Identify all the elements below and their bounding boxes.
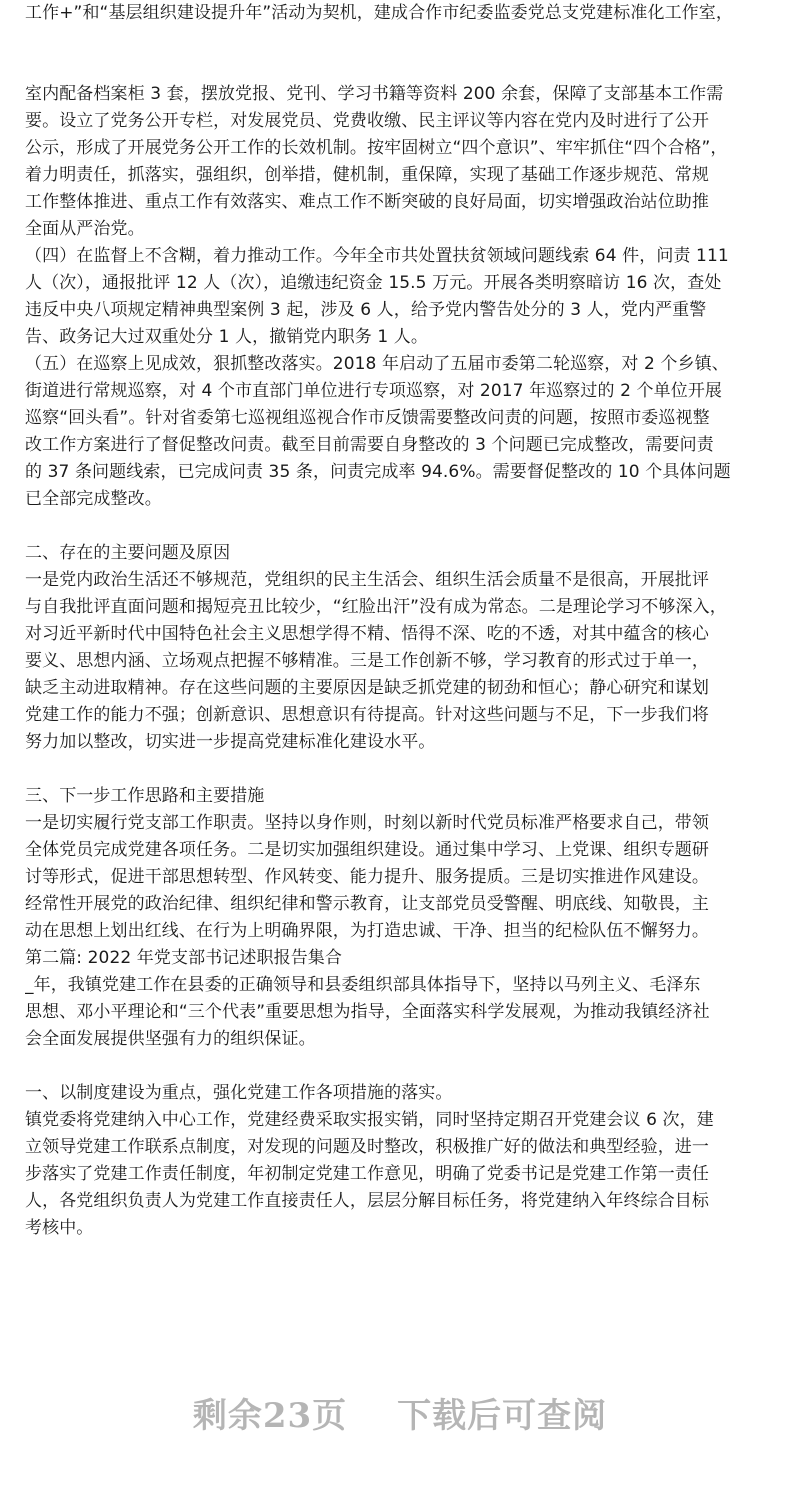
text-line: 镇党委将党建纳入中心工作，党建经费采取实报实销，同时坚持定期召开党建会议 6 次，建: [25, 1110, 714, 1130]
text-line: 全体党员完成党建各项任务。二是切实加强组织建设。通过集中学习、上党课、组织专题研: [25, 840, 709, 860]
text-line: 要义、思想内涵、立场观点把握不够精准。三是工作创新不够，学习教育的形式过于单一，: [25, 651, 709, 671]
text-line: 公示，形成了开展党务公开工作的长效机制。按牢固树立“四个意识”、牢牢抓住“四个合格”，: [25, 138, 728, 158]
text-line: 二、存在的主要问题及原因: [25, 543, 231, 563]
document-body: [25, 0, 783, 1242]
text-line: 违反中央八项规定精神典型案例 3 起，涉及 6 人，给予党内警告处分的 3 人，党内严重警: [25, 300, 707, 320]
text-line: _年，我镇党建工作在县委的正确领导和县委组织部具体指导下，坚持以马列主义、毛泽东: [25, 975, 701, 995]
text-line: 立领导党建工作联系点制度，对发现的问题及时整改，积极推广好的做法和典型经验，进一: [25, 1137, 709, 1157]
text-line: 努力加以整改，切实进一步提高党建标准化建设水平。: [25, 732, 436, 752]
blank-line: [25, 756, 783, 783]
text-line: 步落实了党建工作责任制度，年初制定党建工作意见，明确了党委书记是党建工作第一责任: [25, 1164, 709, 1184]
text-line: 经常性开展党的政治纪律、组织纪律和警示教育，让支部党员受警醒、明底线、知敬畏，主: [25, 894, 709, 914]
blank-line: [25, 1053, 783, 1080]
text-line: 第二篇: 2022 年党支部书记述职报告集合: [25, 948, 342, 968]
text-line: 室内配备档案柜 3 套，摆放党报、党刊、学习书籍等资料 200 余套，保障了支部基本工作需: [25, 84, 724, 104]
text-line: 已全部完成整改。: [25, 489, 162, 509]
blank-line: [25, 27, 783, 54]
text-line: 与自我批评直面问题和揭短亮丑比较少，“红脸出汗”没有成为常态。二是理论学习不够深入，: [25, 597, 727, 617]
download-notice[interactable]: [0, 1388, 800, 1437]
text-line: 街道进行常规巡察，对 4 个市直部门单位进行专项巡察，对 2017 年巡察过的 2 个单位开展: [25, 381, 723, 401]
text-line: 告、政务记大过双重处分 1 人，撤销党内职务 1 人。: [25, 327, 428, 347]
text-line: 对习近平新时代中国特色社会主义思想学得不精、悟得不深、吃的不透，对其中蕴含的核心: [25, 624, 709, 644]
text-line: 动在思想上划出红线、在行为上明确界限，为打造忠诚、干净、担当的纪检队伍不懈努力。: [25, 921, 709, 941]
text-line: 党建工作的能力不强；创新意识、思想意识有待提高。针对这些问题与不足，下一步我们将: [25, 705, 709, 725]
text-line: 人，各党组织负责人为党建工作直接责任人，层层分解目标任务，将党建纳入年终综合目标: [25, 1191, 709, 1211]
text-line: 三、下一步工作思路和主要措施: [25, 786, 265, 806]
download-hint-label: 下载后可查阅: [397, 1396, 608, 1436]
text-line: （五）在巡察上见成效，狠抓整改落实。2018 年启动了五届市委第二轮巡察，对 2 个乡镇、: [25, 354, 729, 374]
text-line: 思想、邓小平理论和“三个代表”重要思想为指导，全面落实科学发展观，为推动我镇经济社: [25, 1002, 710, 1022]
text-line: 改工作方案进行了督促整改问责。截至目前需要自身整改的 3 个问题已完成整改，需要问责: [25, 435, 714, 455]
text-line: 会全面发展提供坚强有力的组织保证。: [25, 1029, 316, 1049]
text-line: 缺乏主动进取精神。存在这些问题的主要原因是缺乏抓党建的韧劲和恒心；静心研究和谋划: [25, 678, 709, 698]
text-line: 工作+”和“基层组织建设提升年”活动为契机，建成合作市纪委监委党总支党建标准化工作室，: [25, 3, 733, 23]
text-line: 一是党内政治生活还不够规范，党组织的民主生活会、组织生活会质量不是很高，开展批评: [25, 570, 709, 590]
blank-line: [25, 54, 783, 81]
text-line: 一、以制度建设为重点，强化党建工作各项措施的落实。: [25, 1083, 453, 1103]
text-line: 要。设立了党务公开专栏，对发展党员、党费收缴、民主评议等内容在党内及时进行了公开: [25, 111, 709, 131]
text-line: 一是切实履行党支部工作职责。坚持以身作则，时刻以新时代党员标准严格要求自己，带领: [25, 813, 709, 833]
text-line: 工作整体推进、重点工作有效落实、难点工作不断突破的良好局面，切实增强政治站位助推: [25, 192, 709, 212]
blank-line: [25, 513, 783, 540]
text-line: 全面从严治党。: [25, 219, 145, 239]
remaining-pages-label: 剩余23页: [192, 1396, 348, 1436]
text-line: 讨等形式，促进干部思想转型、作风转变、能力提升、服务提质。三是切实推进作风建设。: [25, 867, 709, 887]
text-line: 的 37 条问题线索，已完成问责 35 条，问责完成率 94.6%。需要督促整改的 10 个具体问题: [25, 462, 731, 482]
text-line: 人（次），通报批评 12 人（次），追缴违纪资金 15.5 万元。开展各类明察暗访 16 次，查处: [25, 273, 722, 293]
text-line: （四）在监督上不含糊，着力推动工作。今年全市共处置扶贫领域问题线索 64 件，问责 111: [25, 246, 729, 266]
text-line: 着力明责任，抓落实，强组织，创举措，健机制，重保障，实现了基础工作逐步规范、常规: [25, 165, 709, 185]
text-line: 考核中。: [25, 1218, 94, 1238]
text-line: 巡察“回头看”。针对省委第七巡视组巡视合作市反馈需要整改问责的问题，按照市委巡视整: [25, 408, 710, 428]
